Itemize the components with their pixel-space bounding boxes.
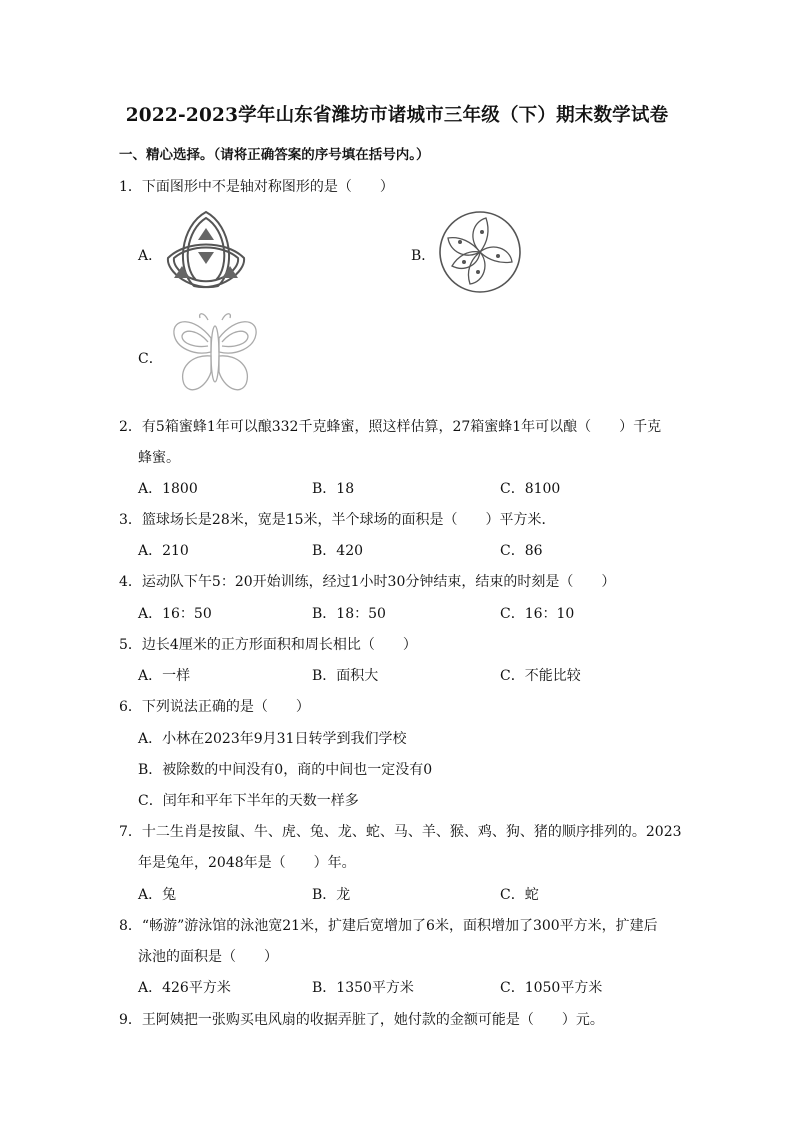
question-6: 6．下列说法正确的是（ ）	[119, 699, 310, 715]
question-7-continued: 年是兔年，2048年是（ ）年。	[138, 855, 356, 871]
figure-c-label: C．	[138, 351, 163, 367]
question-9: 9．王阿姨把一张购买电风扇的收据弄脏了，她付款的金额可能是（ ）元。	[119, 1012, 604, 1028]
section-heading: 一、精心选择。（请将正确答案的序号填在括号内。）	[119, 147, 430, 163]
option-5c: C．不能比较	[500, 668, 581, 684]
option-4b: B．18：50	[312, 606, 386, 622]
question-2-continued: 蜂蜜。	[138, 450, 180, 466]
question-8: 8．“畅游”游泳馆的泳池宽21米，扩建后宽增加了6米，面积增加了300平方米，扩建后	[119, 918, 658, 934]
question-8-continued: 泳池的面积是（ ）	[138, 949, 278, 965]
option-5b: B．面积大	[312, 668, 379, 684]
figure-a-label: A．	[138, 248, 163, 264]
option-3b: B．420	[312, 543, 364, 559]
question-2: 2．有5箱蜜蜂1年可以酿332千克蜂蜜，照这样估算，27箱蜜蜂1年可以酿（ ）千克	[119, 419, 662, 435]
option-4c: C．16：10	[500, 606, 575, 622]
option-2b: B．18	[312, 481, 355, 497]
question-3: 3．篮球场长是28米，宽是15米，半个球场的面积是（ ）平方米．	[119, 512, 556, 528]
option-8c: C．1050平方米	[500, 980, 603, 996]
option-7c: C．蛇	[500, 887, 539, 903]
option-7b: B．龙	[312, 887, 351, 903]
option-6b: B．被除数的中间没有0，商的中间也一定没有0	[138, 762, 433, 778]
option-8a: A．426平方米	[138, 980, 231, 996]
triquetra-figure	[160, 206, 252, 294]
question-5: 5．边长4厘米的正方形面积和周长相比（ ）	[119, 637, 417, 653]
option-3c: C．86	[500, 543, 543, 559]
option-2a: A．1800	[138, 481, 198, 497]
figure-b-label: B．	[411, 248, 436, 264]
page-title: 2022-2023学年山东省潍坊市诸城市三年级（下）期末数学试卷	[125, 105, 669, 126]
question-7: 7．十二生肖是按鼠、牛、虎、兔、龙、蛇、马、羊、猴、鸡、狗、猪的顺序排列的。2023	[119, 824, 682, 840]
question-1: 1．下面图形中不是轴对称图形的是（ ）	[119, 179, 394, 195]
option-6a: A．小林在2023年9月31日转学到我们学校	[138, 731, 407, 747]
option-2c: C．8100	[500, 481, 561, 497]
butterfly-figure	[168, 308, 262, 400]
option-6c: C．闰年和平年下半年的天数一样多	[138, 793, 359, 809]
option-7a: A．兔	[138, 887, 177, 903]
option-4a: A．16：50	[138, 606, 212, 622]
option-3a: A．210	[138, 543, 189, 559]
question-4: 4．运动队下午5：20开始训练，经过1小时30分钟结束，结束的时刻是（ ）	[119, 574, 616, 590]
option-8b: B．1350平方米	[312, 980, 414, 996]
bauhinia-figure	[438, 210, 522, 294]
option-5a: A．一样	[138, 668, 191, 684]
